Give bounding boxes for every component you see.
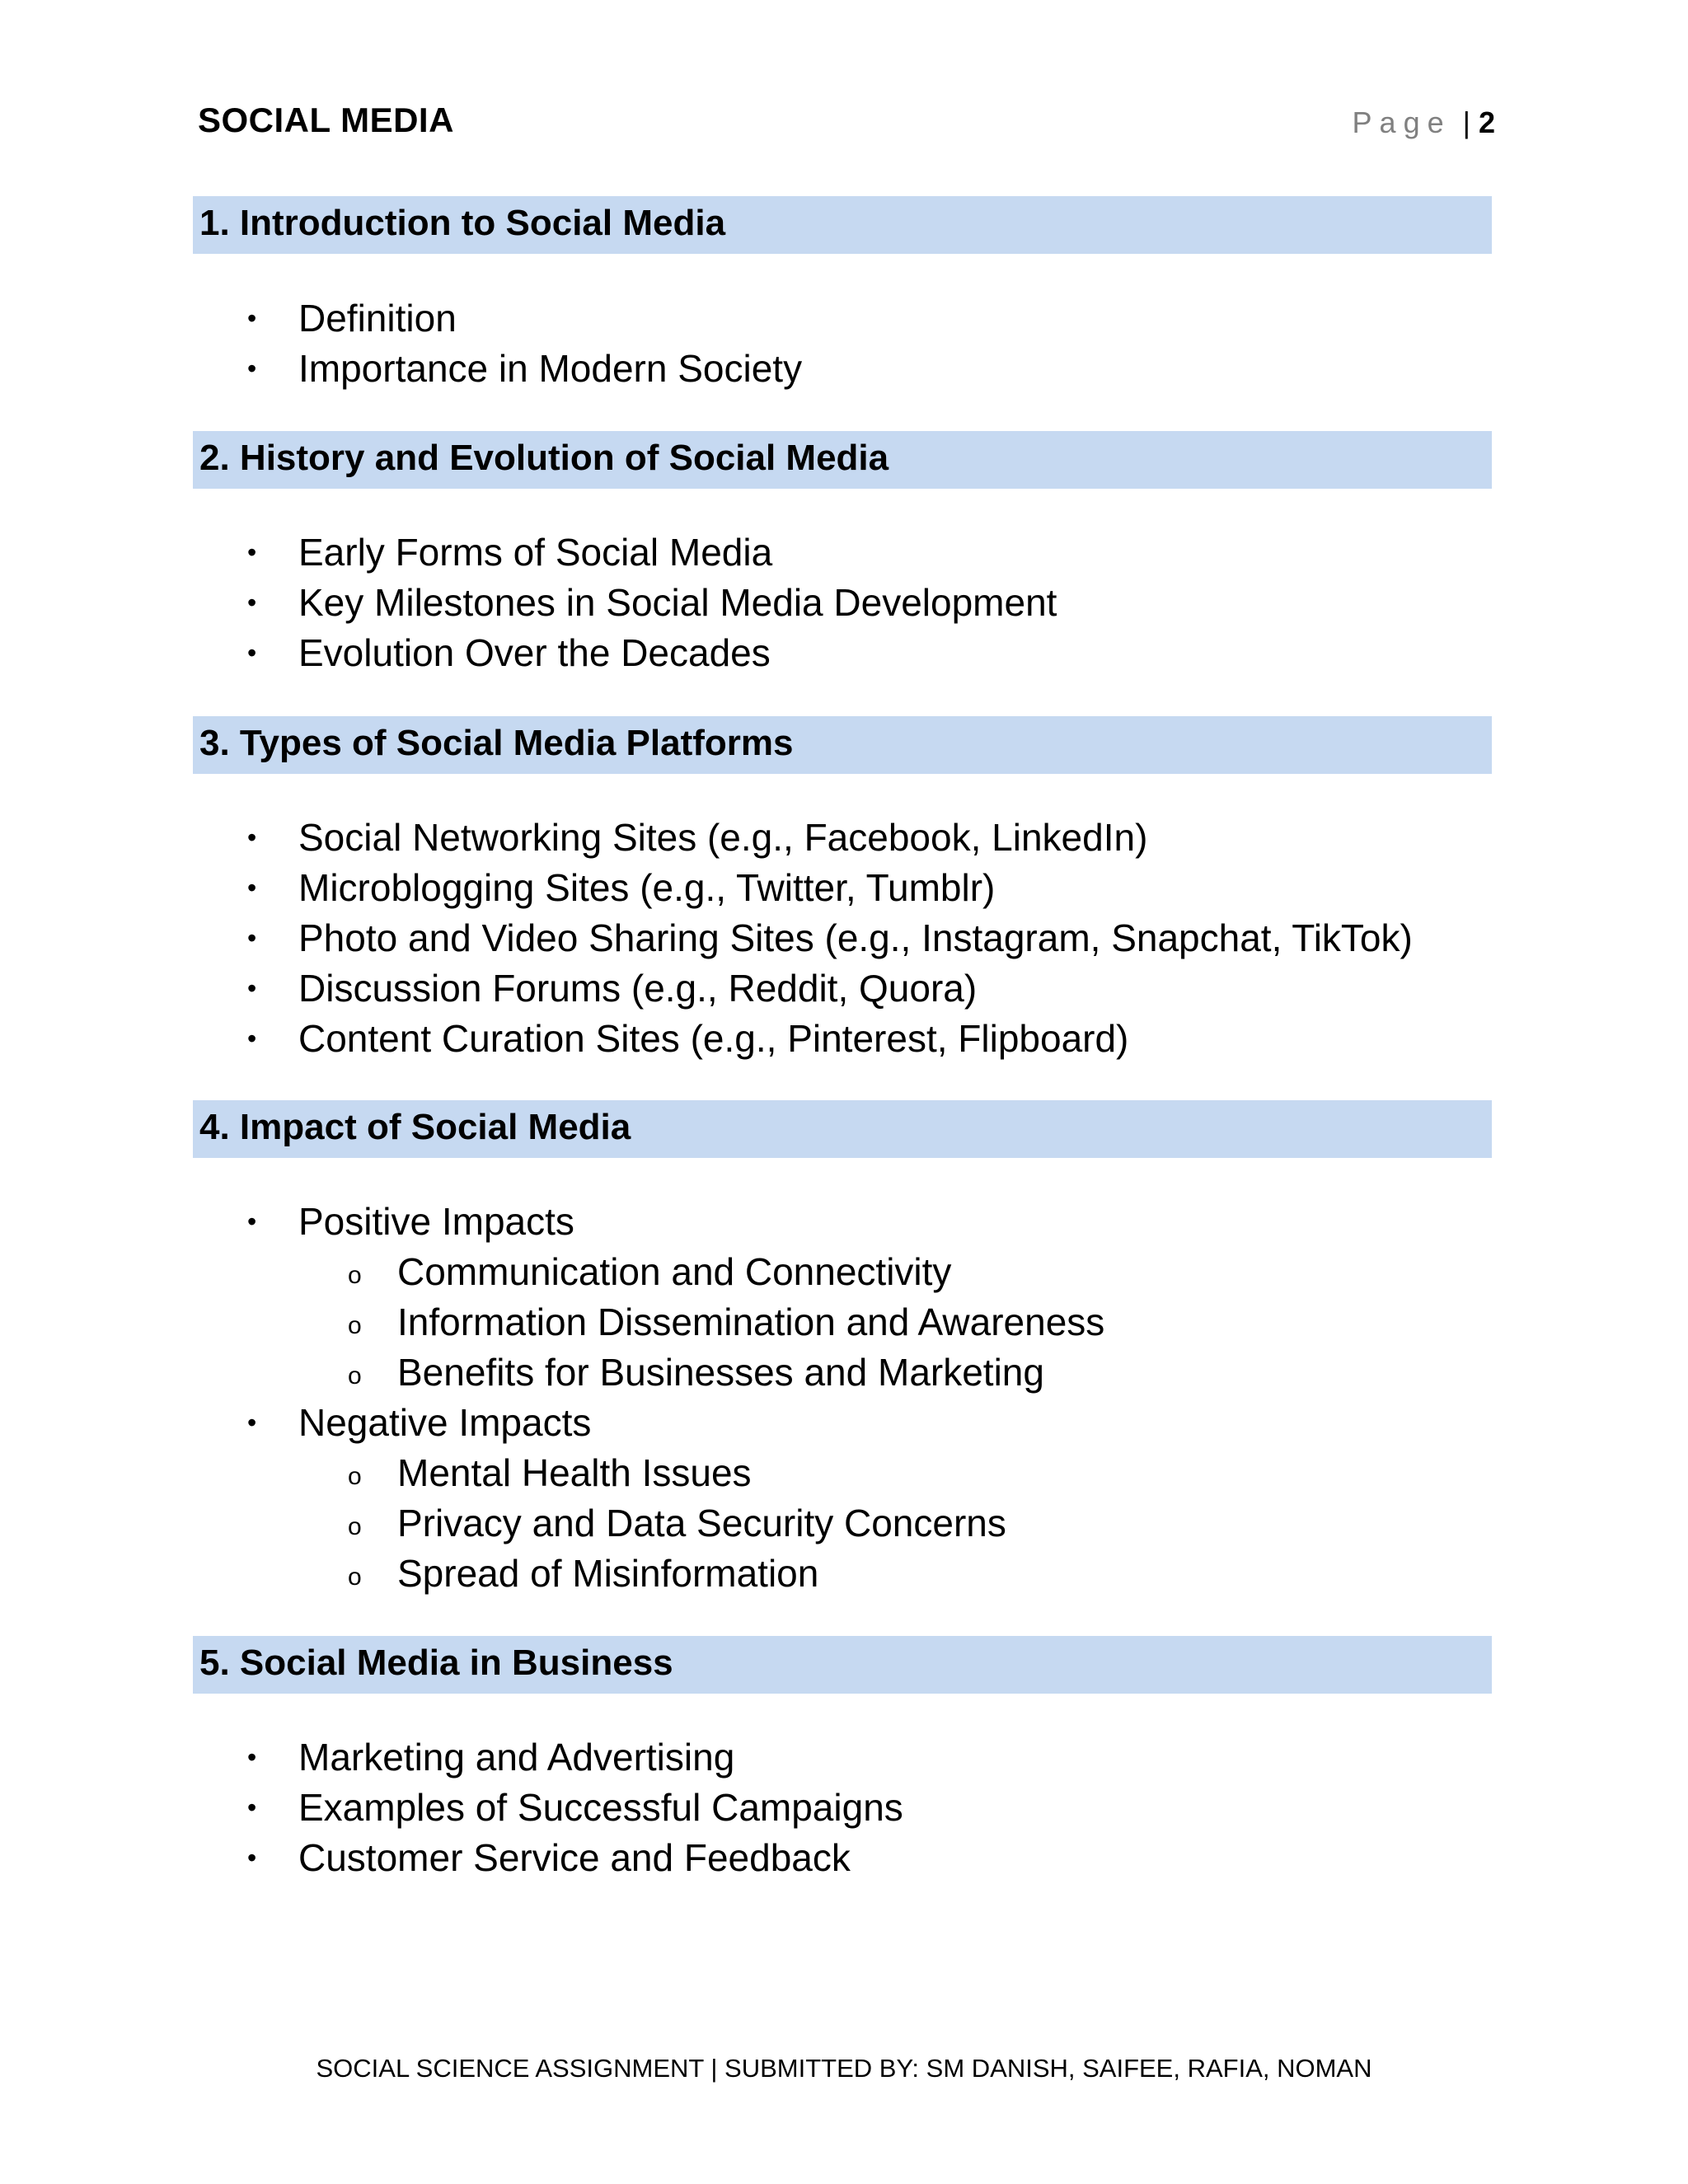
bullet-icon: • (247, 354, 257, 383)
list-item: • Discussion Forums (e.g., Reddit, Quora) (0, 963, 1413, 1014)
section-list-history (0, 527, 1057, 678)
sub-list-item: o Information Dissemination and Awareness (0, 1297, 1104, 1347)
list-item: • Microblogging Sites (e.g., Twitter, Tumblr) (0, 863, 1413, 913)
bullet-icon: • (247, 537, 257, 567)
bullet-icon: • (247, 1207, 257, 1236)
bullet-icon: • (247, 1024, 257, 1053)
page-digit: 2 (1478, 105, 1495, 139)
circle-bullet-icon: o (348, 1312, 362, 1339)
circle-bullet-icon: o (348, 1463, 362, 1490)
bullet-icon: • (247, 1408, 257, 1437)
list-item: • Positive Impacts (0, 1197, 1104, 1247)
section-heading-text: 3. Types of Social Media Platforms (199, 723, 794, 763)
document-title: SOCIAL MEDIA (198, 101, 454, 139)
sub-list-item: o Mental Health Issues (0, 1448, 1104, 1498)
section-heading-business (193, 1636, 1492, 1694)
circle-bullet-icon: o (348, 1513, 362, 1540)
sub-list-item: o Privacy and Data Security Concerns (0, 1498, 1104, 1549)
circle-bullet-icon: o (348, 1362, 362, 1390)
section-list-introduction (0, 293, 802, 394)
bullet-icon: • (247, 823, 257, 852)
bullet-icon: • (247, 588, 257, 617)
list-item: • Customer Service and Feedback (0, 1833, 903, 1883)
page-word: Page (1352, 105, 1451, 139)
list-item: • Importance in Modern Society (0, 344, 802, 394)
list-item: • Social Networking Sites (e.g., Facebook, LinkedIn) (0, 813, 1413, 863)
list-item: • Content Curation Sites (e.g., Pinterest, Flipboard) (0, 1014, 1413, 1064)
circle-bullet-icon: o (348, 1563, 362, 1591)
section-list-types (0, 813, 1413, 1064)
section-heading-text: 4. Impact of Social Media (199, 1107, 631, 1147)
section-heading-introduction (193, 196, 1492, 254)
list-item: • Marketing and Advertising (0, 1732, 903, 1783)
section-heading-impact (193, 1100, 1492, 1158)
list-item: • Evolution Over the Decades (0, 628, 1057, 678)
list-item: • Key Milestones in Social Media Development (0, 578, 1057, 628)
section-heading-history (193, 431, 1492, 489)
list-item: • Early Forms of Social Media (0, 527, 1057, 578)
bullet-icon: • (247, 1793, 257, 1822)
section-heading-text: 2. History and Evolution of Social Media (199, 438, 889, 478)
page-separator: | (1462, 105, 1470, 139)
circle-bullet-icon: o (348, 1262, 362, 1289)
list-item: • Definition (0, 293, 802, 344)
section-heading-text: 5. Social Media in Business (199, 1643, 673, 1683)
bullet-icon: • (247, 923, 257, 953)
sub-list-item: o Spread of Misinformation (0, 1549, 1104, 1599)
bullet-icon: • (247, 973, 257, 1003)
section-heading-text: 1. Introduction to Social Media (199, 203, 726, 243)
bullet-icon: • (247, 303, 257, 333)
section-list-impact (0, 1197, 1104, 1599)
bullet-icon: • (247, 1742, 257, 1772)
section-list-business (0, 1732, 903, 1883)
sub-list-item: o Benefits for Businesses and Marketing (0, 1347, 1104, 1398)
bullet-icon: • (247, 638, 257, 668)
list-item: • Examples of Successful Campaigns (0, 1783, 903, 1833)
bullet-icon: • (247, 1843, 257, 1872)
list-item: • Negative Impacts (0, 1398, 1104, 1448)
bullet-icon: • (247, 873, 257, 902)
page-footer: SOCIAL SCIENCE ASSIGNMENT | SUBMITTED BY: SM DANISH, SAIFEE, RAFIA, NOMAN (316, 2054, 1372, 2083)
page-number (1353, 105, 1495, 140)
sub-list-item: o Communication and Connectivity (0, 1247, 1104, 1297)
list-item: • Photo and Video Sharing Sites (e.g., Instagram, Snapchat, TikTok) (0, 913, 1413, 963)
section-heading-types (193, 716, 1492, 774)
